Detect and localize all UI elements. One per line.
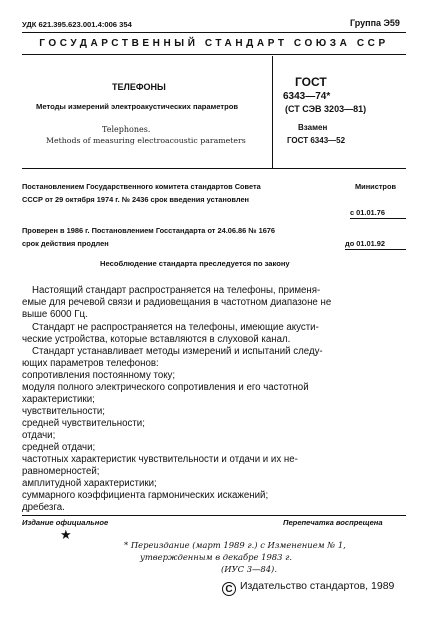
reprint-prohibited-label: Перепечатка воспрещена	[283, 518, 383, 527]
replaced-gost: ГОСТ 6343—52	[287, 136, 346, 145]
standard-heading: ГОСУДАРСТВЕННЫЙ СТАНДАРТ СОЮЗА ССР	[39, 38, 389, 49]
legal-notice: Несоблюдение стандарта преследуется по закону	[100, 259, 290, 268]
body-line: выше 6000 Гц.	[22, 309, 88, 320]
star-icon: ★	[60, 528, 72, 543]
date-underline-2	[345, 249, 406, 250]
validity-date: до 01.01.92	[345, 239, 386, 248]
body-line: суммарного коэффициента гармонических искажений;	[22, 490, 269, 501]
body-line: модуля полного электрического сопротивления и его частотной	[22, 382, 309, 393]
body-line: характеристики;	[22, 394, 95, 405]
gost-label: ГОСТ	[295, 75, 327, 89]
body-line: отдачи;	[22, 430, 56, 441]
copyright-icon: С	[222, 582, 236, 596]
body-line: частотных характеристик чувствительности и отдачи и их не-	[22, 454, 298, 465]
replaces-label: Взамен	[298, 123, 328, 132]
extension-line: срок действия продлен	[22, 239, 109, 248]
footer-rule	[22, 515, 406, 516]
subtitle-ru: Методы измерений электроакустических параметров	[36, 102, 239, 111]
title-ru: ТЕЛЕФОНЫ	[112, 82, 166, 92]
group-code: Группа Э59	[350, 18, 400, 28]
official-edition-label: Издание официальное	[22, 518, 109, 527]
decree-line-1: Постановлением Государственного комитета стандартов Совета	[22, 182, 261, 191]
date-underline-1	[350, 218, 406, 219]
body-line: дребезга.	[22, 502, 65, 513]
gost-number: 6343—74*	[283, 91, 331, 102]
body-line: Стандарт устанавливает методы измерений и испытаний следу-	[32, 346, 323, 357]
body-line: емые для речевой связи и радиовещания в частотном диапазоне не	[22, 297, 332, 308]
st-sev-number: (СТ СЭВ 3203—81)	[285, 104, 367, 114]
introduction-date: с 01.01.76	[350, 208, 385, 217]
body-line: средней отдачи;	[22, 442, 96, 453]
body-line: чувствительности;	[22, 406, 105, 417]
copyright-text: Издательство стандартов, 1989	[240, 580, 395, 592]
body-line: ющих параметров телефонов:	[22, 358, 159, 369]
header-bottom-rule	[22, 54, 406, 55]
decree-line-2: СССР от 29 октября 1974 г. № 2436 срок введения установлен	[22, 195, 250, 204]
review-line: Проверен в 1986 г. Постановлением Госстандарта от 24.06.86 № 1676	[22, 226, 276, 235]
section-rule	[22, 168, 406, 169]
body-line: средней чувствительности;	[22, 418, 145, 429]
body-line: равномерностей;	[22, 466, 100, 477]
body-line: амплитудной характеристики;	[22, 478, 157, 489]
footnote-line-3: (ИУС 3—84).	[221, 564, 277, 574]
footnote-line-2: утвержденным в декабре 1983 г.	[140, 552, 292, 562]
body-line: сопротивления постоянному току;	[22, 370, 176, 381]
header-top-rule	[22, 32, 406, 33]
footnote-line-1: * Переиздание (март 1989 г.) с Изменением № 1,	[124, 540, 346, 550]
body-line: ческие устройства, которые вставляются в слуховой канал.	[22, 334, 291, 345]
title-en: Telephones.	[102, 125, 151, 134]
header-divider-vertical	[272, 56, 273, 168]
copyright-line	[222, 580, 394, 596]
body-line: Настоящий стандарт распространяется на телефоны, применя-	[32, 285, 321, 296]
body-line: Стандарт не распространяется на телефоны, имеющие акусти-	[32, 322, 319, 333]
udk-code: УДК 621.395.623.001.4:006 354	[22, 20, 132, 29]
subtitle-en: Methods of measuring electroacoustic parameters	[46, 136, 246, 145]
decree-line-1-end: Министров	[355, 182, 397, 191]
